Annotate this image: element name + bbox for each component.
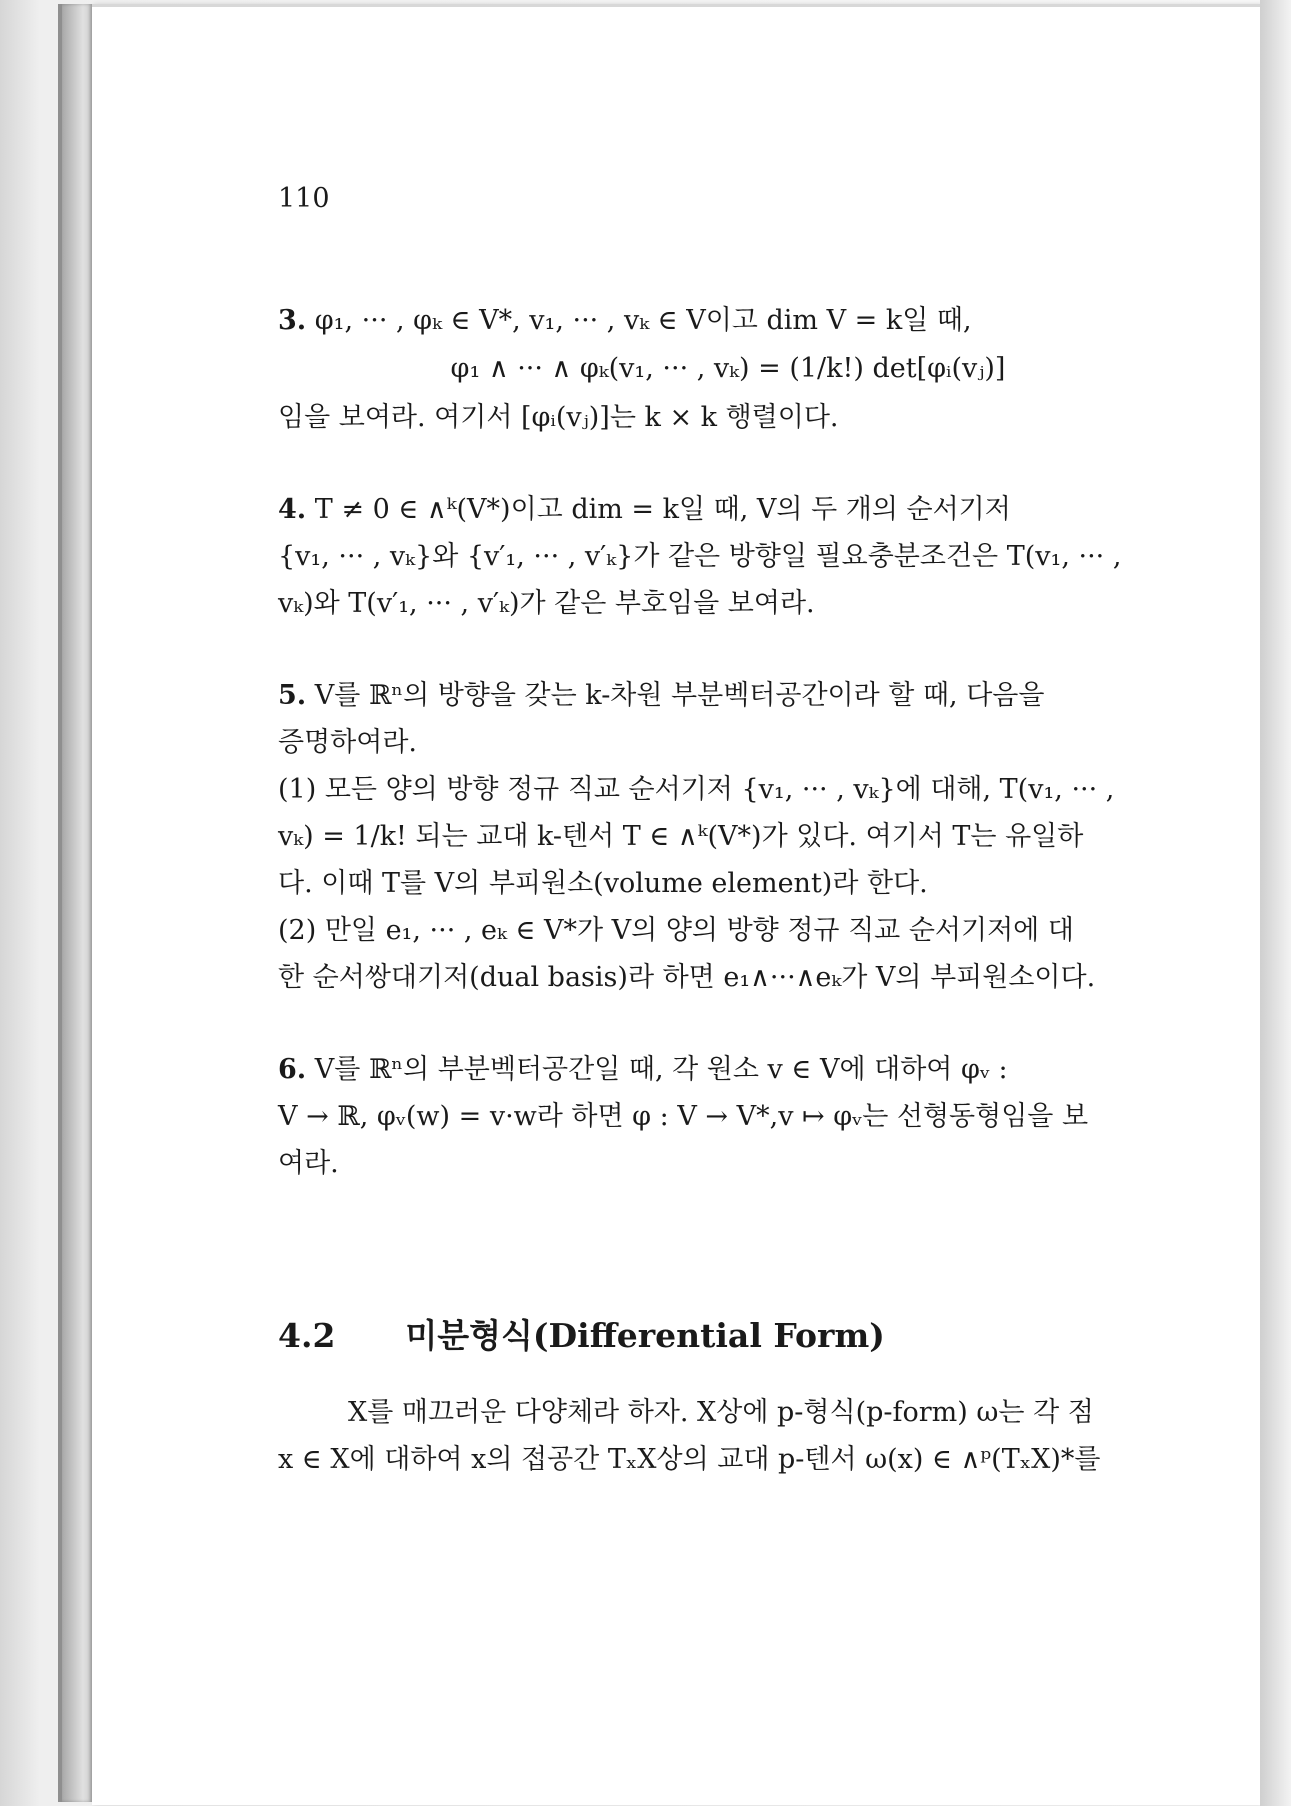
problem-line: (1) 모든 양의 방향 정규 직교 순서기저 {v₁, ··· , vₖ}에 대해, T(v₁, ··· , [278, 774, 1115, 805]
problem-label: 6. [278, 1054, 307, 1085]
page-right-edge [1260, 0, 1291, 1806]
problem-line: vₖ)와 T(v′₁, ··· , v′ₖ)가 같은 부호임을 보여라. [278, 588, 815, 619]
page-number: 110 [278, 183, 330, 214]
paragraph-line: x ∈ X에 대하여 x의 접공간 TₓX상의 교대 p-텐서 ω(x) ∈ ∧ᵖ(TₓX)*를 [278, 1444, 1101, 1475]
problem-line [278, 297, 1178, 344]
display-equation: φ₁ ∧ ··· ∧ φₖ(v₁, ··· , vₖ) = (1/k!) det[φᵢ(vⱼ)] [450, 353, 1006, 384]
body-paragraph [278, 1389, 1178, 1483]
section-heading [278, 1312, 1178, 1359]
problem-label: 5. [278, 680, 307, 711]
problem-text: T ≠ 0 ∈ ∧ᵏ(V*)이고 dim = k일 때, V의 두 개의 순서기저 [314, 494, 1011, 525]
problem-text: V를 ℝⁿ의 방향을 갖는 k-차원 부분벡터공간이라 할 때, 다음을 [314, 680, 1045, 711]
problem-6 [278, 1046, 1178, 1187]
problem-line: V → ℝ, φᵥ(w) = v·w라 하면 φ : V → V*,v ↦ φᵥ는 선형동형임을 보 [278, 1101, 1089, 1132]
page-content [278, 175, 1178, 1483]
problem-4 [278, 486, 1178, 627]
problem-line [278, 1046, 1178, 1093]
problem-line: (2) 만일 e₁, ··· , eₖ ∈ V*가 V의 양의 방향 정규 직교 순서기저에 대 [278, 915, 1074, 946]
section-number: 4.2 [278, 1316, 336, 1355]
problem-line: 한 순서쌍대기저(dual basis)라 하면 e₁∧···∧eₖ가 V의 부피원소이다. [278, 962, 1096, 993]
problem-text: φ₁, ··· , φₖ ∈ V*, v₁, ··· , vₖ ∈ V이고 dim V = k일 때, [314, 305, 972, 336]
problem-line: vₖ) = 1/k! 되는 교대 k-텐서 T ∈ ∧ᵏ(V*)가 있다. 여기서 T는 유일하 [278, 821, 1084, 852]
problem-label: 3. [278, 305, 307, 336]
problem-line: 다. 이때 T를 V의 부피원소(volume element)라 한다. [278, 868, 928, 899]
paragraph-line: X를 매끄러운 다양체라 하자. X상에 p-형식(p-form) ω는 각 점 [348, 1397, 1094, 1428]
problem-line: {v₁, ··· , vₖ}와 {v′₁, ··· , v′ₖ}가 같은 방향일 필요충분조건은 T(v₁, ··· , [278, 541, 1122, 572]
problem-5 [278, 672, 1178, 1001]
problem-line: 증명하여라. [278, 727, 417, 758]
problem-line [278, 486, 1178, 533]
book-spine-edge [62, 4, 92, 1802]
problem-line: 임을 보여라. 여기서 [φᵢ(vⱼ)]는 k × k 행렬이다. [278, 402, 839, 433]
problem-text: V를 ℝⁿ의 부분벡터공간일 때, 각 원소 v ∈ V에 대하여 φᵥ : [314, 1054, 1008, 1085]
section-title: 미분형식(Differential Form) [405, 1316, 885, 1355]
problem-line [278, 672, 1178, 719]
problem-line: 여라. [278, 1148, 339, 1179]
problem-label: 4. [278, 494, 307, 525]
problem-3 [278, 297, 1178, 441]
